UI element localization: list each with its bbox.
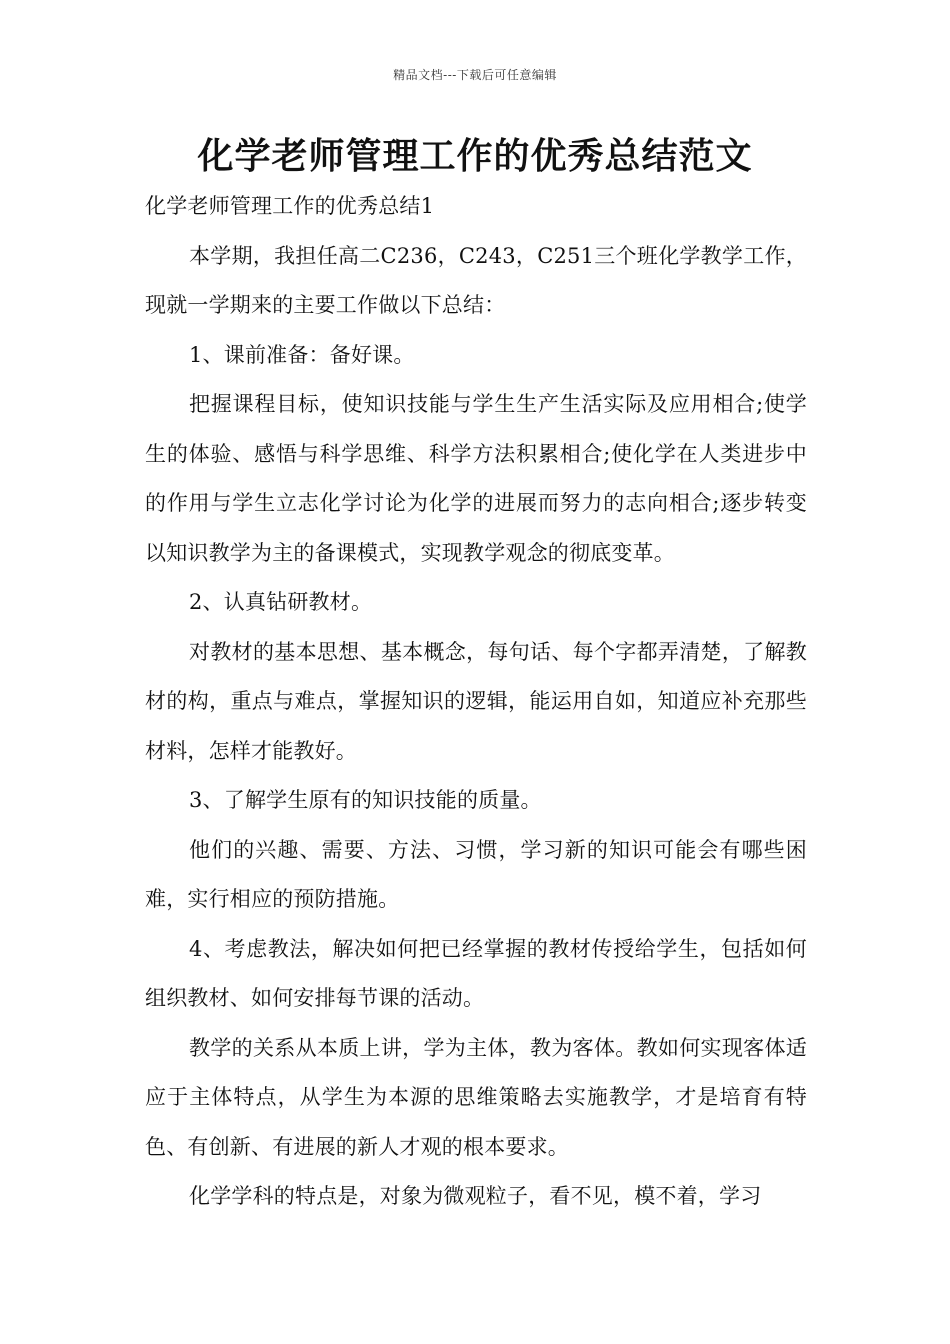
document-body: [145, 182, 807, 1222]
paragraph-item-2-detail: 对教材的基本思想、基本概念，每句话、每个字都弄清楚，了解教材的构，重点与难点，掌握知识的逻辑，能运用自如，知道应补充那些材料，怎样才能教好。: [145, 639, 807, 763]
paragraph-intro: 本学期，我担任高二C236，C243，C251三个班化学教学工作，现就一学期来的主要工作做以下总结：: [145, 243, 807, 317]
header-note: 精品文档---下载后可任意编辑: [393, 68, 557, 82]
paragraph-item-2: 2、认真钻研教材。: [189, 590, 373, 614]
paragraph-chemistry-features: 化学学科的特点是，对象为微观粒子，看不见，模不着，学习: [189, 1184, 762, 1208]
section-heading: 化学老师管理工作的优秀总结1: [145, 194, 435, 218]
paragraph-item-1: 1、课前准备：备好课。: [189, 342, 415, 367]
document-title: 化学老师管理工作的优秀总结范文: [197, 136, 753, 177]
paragraph-item-3-detail: 他们的兴趣、需要、方法、习惯，学习新的知识可能会有哪些困难，实行相应的预防措施。: [145, 837, 807, 911]
paragraph-item-4: 4、考虑教法，解决如何把已经掌握的教材传授给学生，包括如何组织教材、如何安排每节课的活动。: [145, 936, 807, 1010]
paragraph-teaching-relation: 教学的关系从本质上讲，学为主体，教为客体。教如何实现客体适应于主体特点，从学生为本源的思维策略去实施教学，才是培育有特色、有创新、有进展的新人才观的根本要求。: [145, 1035, 807, 1159]
paragraph-item-1-detail: 把握课程目标，使知识技能与学生生产生活实际及应用相合;使学生的体验、感悟与科学思维、科学方法积累相合;使化学在人类进步中的作用与学生立志化学讨论为化学的进展而努力的志向相合;逐步转变以知识教学为主的备课模式，实现教学观念的彻底变革。: [145, 392, 807, 565]
paragraph-item-3: 3、了解学生原有的知识技能的质量。: [189, 788, 542, 812]
